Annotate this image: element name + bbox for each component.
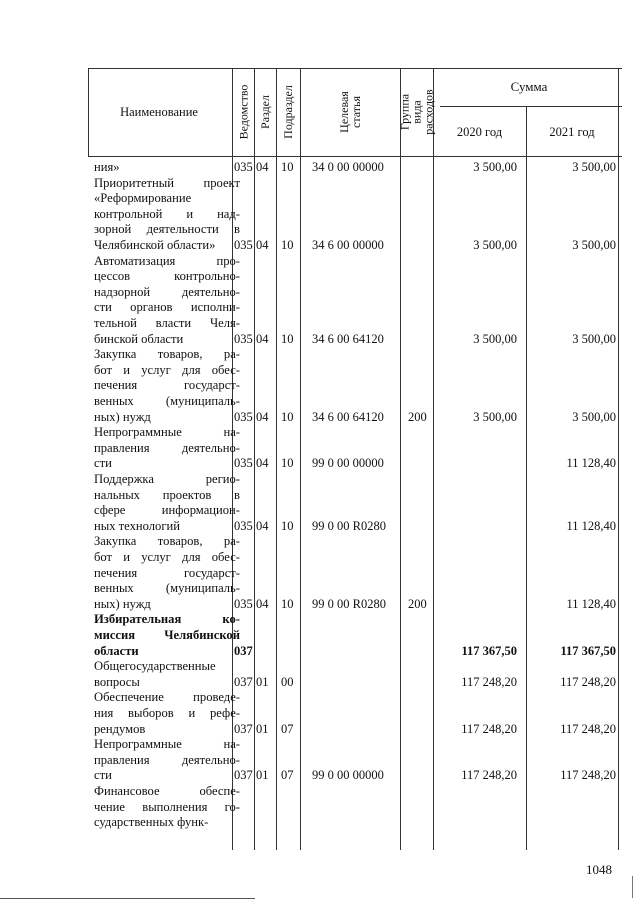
row-name bbox=[94, 472, 240, 534]
row-name-line: сударственных функ- bbox=[94, 815, 209, 830]
row-name-line: области bbox=[94, 643, 139, 658]
row-name-line: контрольной и над- bbox=[94, 206, 240, 221]
row-sum-2020: 117 248,20 bbox=[461, 674, 517, 689]
row-sum-2020: 117 248,20 bbox=[461, 768, 517, 783]
row-name bbox=[94, 425, 240, 472]
footer-divider bbox=[0, 898, 255, 899]
row-podrazdel: 00 bbox=[281, 674, 294, 689]
row-name bbox=[94, 612, 240, 659]
row-podrazdel: 10 bbox=[281, 409, 294, 424]
row-name bbox=[94, 737, 240, 784]
header-celevaya bbox=[300, 68, 400, 156]
row-name bbox=[94, 160, 240, 176]
row-podrazdel: 10 bbox=[281, 456, 294, 471]
header-vedomstvo bbox=[232, 68, 254, 156]
row-name-line: венных (муниципаль- bbox=[94, 581, 240, 596]
row-celevaya: 34 6 00 00000 bbox=[312, 237, 384, 252]
header-vedomstvo-text: Ведомство bbox=[236, 84, 251, 140]
header-name-text: Наименование bbox=[120, 104, 198, 119]
row-name-line: вопросы bbox=[94, 674, 140, 689]
row-name-line: Закупка товаров, ра- bbox=[94, 347, 240, 362]
row-name-line: Непрограммные на- bbox=[94, 737, 240, 752]
row-vedomstvo: 035 bbox=[234, 237, 253, 252]
row-name-line: Приоритетный проект bbox=[94, 175, 240, 190]
header-year2-text: 2021 год bbox=[549, 124, 595, 139]
row-name bbox=[94, 254, 240, 348]
row-celevaya: 99 0 00 00000 bbox=[312, 456, 384, 471]
row-vedomstvo: 035 bbox=[234, 518, 253, 533]
row-vedomstvo: 037 bbox=[234, 768, 253, 783]
row-name-line: Финансовое обеспе- bbox=[94, 784, 240, 798]
row-name-line: ния выборов и рефе- bbox=[94, 705, 240, 720]
row-sum-2021: 11 128,40 bbox=[566, 456, 616, 471]
row-celevaya: 34 6 00 64120 bbox=[312, 331, 384, 346]
row-sum-2021: 117 248,20 bbox=[560, 674, 616, 689]
row-gruppa: 200 bbox=[408, 409, 427, 424]
row-sum-2020: 3 500,00 bbox=[473, 409, 517, 424]
row-razdel: 04 bbox=[256, 331, 269, 346]
table-row bbox=[88, 347, 622, 425]
table-row bbox=[88, 612, 622, 659]
row-name-line: правления деятельно- bbox=[94, 752, 240, 767]
row-podrazdel: 10 bbox=[281, 596, 294, 611]
row-celevaya: 34 6 00 64120 bbox=[312, 409, 384, 424]
row-podrazdel: 10 bbox=[281, 237, 294, 252]
row-name-line: Непрограммные на- bbox=[94, 425, 240, 440]
table-row bbox=[88, 425, 622, 472]
row-vedomstvo: 037 bbox=[234, 643, 253, 658]
row-name bbox=[94, 659, 240, 690]
row-podrazdel: 10 bbox=[281, 160, 294, 174]
row-celevaya: 99 0 00 00000 bbox=[312, 768, 384, 783]
row-vedomstvo: 035 bbox=[234, 160, 253, 174]
row-name-line: венных (муниципаль- bbox=[94, 393, 240, 408]
row-name-line: правления деятельно- bbox=[94, 440, 240, 455]
row-sum-2021: 3 500,00 bbox=[572, 331, 616, 346]
header-gruppa bbox=[397, 68, 436, 156]
row-name bbox=[94, 176, 240, 254]
row-podrazdel: 07 bbox=[281, 768, 294, 783]
row-sum-2020: 117 248,20 bbox=[461, 721, 517, 736]
row-name-line: ных) нужд bbox=[94, 409, 151, 424]
row-sum-2020: 3 500,00 bbox=[473, 237, 517, 252]
table-row bbox=[88, 737, 622, 784]
table-row bbox=[88, 784, 622, 831]
header-year-2021 bbox=[526, 108, 618, 156]
row-name-line: «Реформирование bbox=[94, 191, 192, 206]
row-sum-2021: 3 500,00 bbox=[572, 409, 616, 424]
row-razdel: 04 bbox=[256, 456, 269, 471]
row-name-line: сти bbox=[94, 768, 112, 783]
row-name-line: ния» bbox=[94, 160, 120, 174]
row-name-line: Избирательная ко- bbox=[94, 612, 240, 627]
table-row bbox=[88, 690, 622, 737]
row-name-line: тельной власти Челя- bbox=[94, 315, 240, 330]
row-sum-2021: 11 128,40 bbox=[566, 518, 616, 533]
margin-mark bbox=[632, 876, 633, 898]
row-podrazdel: 07 bbox=[281, 721, 294, 736]
row-celevaya: 99 0 00 R0280 bbox=[312, 596, 386, 611]
row-podrazdel: 10 bbox=[281, 331, 294, 346]
row-sum-2021: 117 248,20 bbox=[560, 768, 616, 783]
row-name bbox=[94, 347, 240, 425]
row-sum-2020: 117 367,50 bbox=[461, 643, 517, 658]
row-name-line: бот и услуг для обес- bbox=[94, 549, 240, 564]
row-sum-2021: 117 367,50 bbox=[560, 643, 616, 658]
row-razdel: 01 bbox=[256, 674, 269, 689]
table-row bbox=[88, 254, 622, 348]
row-name-line: миссия Челябинской bbox=[94, 627, 240, 642]
row-vedomstvo: 035 bbox=[234, 409, 253, 424]
header-year-2020 bbox=[433, 108, 526, 156]
row-sum-2021: 3 500,00 bbox=[572, 237, 616, 252]
row-name-line: сфере информацион- bbox=[94, 503, 240, 518]
header-podrazdel bbox=[276, 68, 300, 156]
row-razdel: 04 bbox=[256, 237, 269, 252]
row-name-line: ных технологий bbox=[94, 518, 180, 533]
row-name-line: рендумов bbox=[94, 721, 146, 736]
row-name-line: Общегосударственные bbox=[94, 659, 216, 674]
row-name-line: Обеспечение проведе- bbox=[94, 690, 240, 705]
header-summa bbox=[440, 68, 618, 106]
table-row bbox=[88, 472, 622, 534]
row-vedomstvo: 037 bbox=[234, 721, 253, 736]
table-row bbox=[88, 176, 622, 254]
row-gruppa: 200 bbox=[408, 596, 427, 611]
table-row bbox=[88, 160, 622, 176]
page-number: 1048 bbox=[586, 862, 612, 877]
row-celevaya: 99 0 00 R0280 bbox=[312, 518, 386, 533]
row-name-line: печения государст- bbox=[94, 378, 240, 393]
row-razdel: 04 bbox=[256, 596, 269, 611]
row-razdel: 01 bbox=[256, 721, 269, 736]
row-name-line: бот и услуг для обес- bbox=[94, 362, 240, 377]
row-razdel: 04 bbox=[256, 409, 269, 424]
row-celevaya: 34 0 00 00000 bbox=[312, 160, 384, 174]
row-sum-2021: 3 500,00 bbox=[572, 160, 616, 174]
row-name bbox=[94, 784, 240, 831]
row-name bbox=[94, 534, 240, 612]
row-name-line: надзорной деятельно- bbox=[94, 284, 240, 299]
row-vedomstvo: 037 bbox=[234, 674, 253, 689]
row-sum-2021: 11 128,40 bbox=[566, 596, 616, 611]
row-sum-2020: 3 500,00 bbox=[473, 331, 517, 346]
row-vedomstvo: 035 bbox=[234, 596, 253, 611]
table-row bbox=[88, 534, 622, 612]
table-row bbox=[88, 659, 622, 690]
row-name-line: нальных проектов в bbox=[94, 487, 240, 502]
header-summa-text: Сумма bbox=[510, 79, 548, 94]
row-vedomstvo: 035 bbox=[234, 331, 253, 346]
row-name-line: чение выполнения го- bbox=[94, 799, 240, 814]
row-sum-2020: 3 500,00 bbox=[473, 160, 517, 174]
header-year1-text: 2020 год bbox=[456, 124, 503, 139]
row-name-line: печения государст- bbox=[94, 565, 240, 580]
row-vedomstvo: 035 bbox=[234, 456, 253, 471]
row-name-line: бинской области bbox=[94, 331, 184, 346]
header-celevaya-text: Целевая статья bbox=[337, 91, 363, 133]
row-name-line: ных) нужд bbox=[94, 596, 151, 611]
row-razdel: 01 bbox=[256, 768, 269, 783]
row-podrazdel: 10 bbox=[281, 518, 294, 533]
row-name-line: Поддержка регио- bbox=[94, 472, 240, 486]
row-name-line: Закупка товаров, ра- bbox=[94, 534, 240, 549]
header-razdel-text: Раздел bbox=[258, 95, 273, 129]
header-gruppa-text: Группа вида расходов bbox=[397, 89, 436, 135]
row-name-line: сти органов исполни- bbox=[94, 300, 240, 315]
row-sum-2021: 117 248,20 bbox=[560, 721, 616, 736]
row-name bbox=[94, 690, 240, 737]
row-razdel: 04 bbox=[256, 160, 269, 174]
row-name-line: Челябинской области» bbox=[94, 237, 216, 252]
row-name-line: Автоматизация про- bbox=[94, 253, 240, 268]
header-podrazdel-text: Подраздел bbox=[281, 85, 296, 139]
row-name-line: зорной деятельности в bbox=[94, 222, 240, 237]
header-name bbox=[88, 68, 230, 156]
row-name-line: цессов контрольно- bbox=[94, 269, 240, 284]
row-razdel: 04 bbox=[256, 518, 269, 533]
row-name-line: сти bbox=[94, 456, 112, 471]
header-razdel bbox=[254, 68, 276, 156]
